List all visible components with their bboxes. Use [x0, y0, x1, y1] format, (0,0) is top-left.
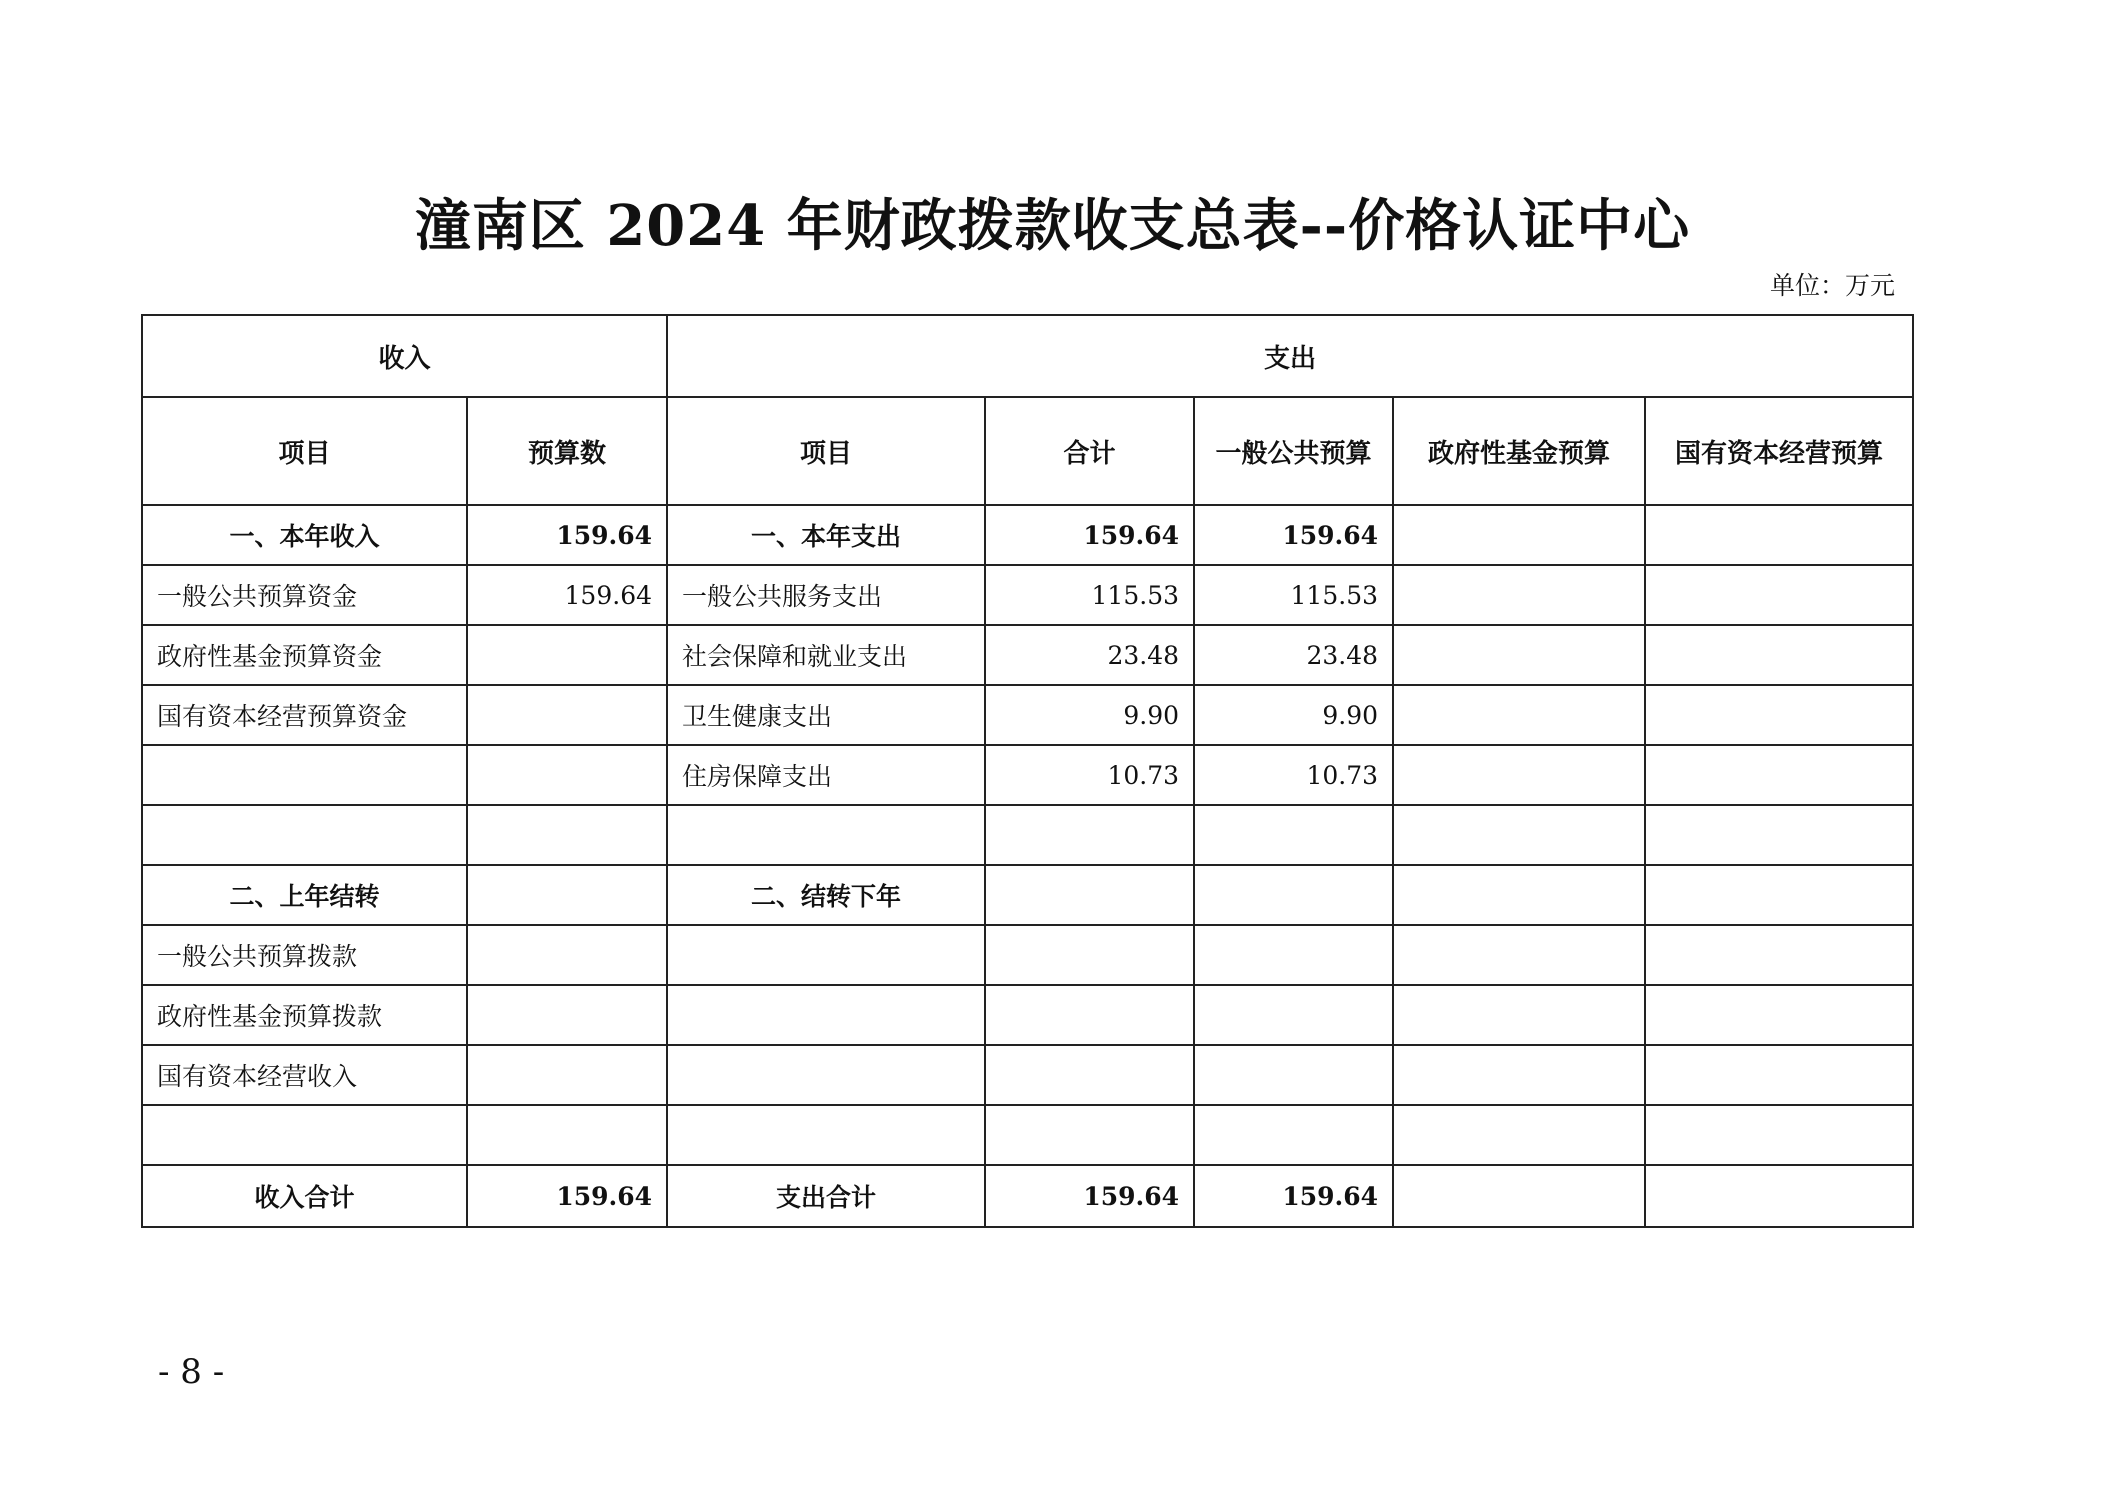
expense-item: 一、本年支出 — [667, 505, 985, 565]
general-value — [1194, 865, 1393, 925]
budget-table — [141, 314, 1914, 1228]
state-value — [1645, 685, 1913, 745]
page-number: - 8 - — [158, 1352, 225, 1392]
total-value — [985, 925, 1194, 985]
fund-budget-header: 政府性基金预算 — [1393, 397, 1645, 505]
expense-item: 社会保障和就业支出 — [667, 625, 985, 685]
fund-value — [1393, 1105, 1645, 1165]
column-header-row — [142, 397, 1913, 505]
state-value — [1645, 925, 1913, 985]
expense-item — [667, 985, 985, 1045]
income-total-value: 159.64 — [467, 1165, 667, 1227]
income-value — [467, 865, 667, 925]
state-value — [1645, 985, 1913, 1045]
general-value — [1194, 925, 1393, 985]
table-row — [142, 565, 1913, 625]
table-row — [142, 925, 1913, 985]
fund-value — [1393, 865, 1645, 925]
total-value: 115.53 — [985, 565, 1194, 625]
totals-row — [142, 1165, 1913, 1227]
group-header-row — [142, 315, 1913, 397]
fund-value — [1393, 1045, 1645, 1105]
income-item: 政府性基金预算拨款 — [142, 985, 467, 1045]
total-value — [985, 1105, 1194, 1165]
fund-value — [1393, 805, 1645, 865]
state-capital-budget-header: 国有资本经营预算 — [1645, 397, 1913, 505]
expense-item — [667, 925, 985, 985]
table-row — [142, 1045, 1913, 1105]
income-value — [467, 745, 667, 805]
table-row — [142, 985, 1913, 1045]
fund-value — [1393, 505, 1645, 565]
fund-value — [1393, 625, 1645, 685]
income-value — [467, 1105, 667, 1165]
total-value — [985, 865, 1194, 925]
income-item: 二、上年结转 — [142, 865, 467, 925]
total-value: 9.90 — [985, 685, 1194, 745]
total-value: 159.64 — [985, 505, 1194, 565]
general-value: 23.48 — [1194, 625, 1393, 685]
income-group-header: 收入 — [142, 315, 667, 397]
income-item: 一、本年收入 — [142, 505, 467, 565]
total-value — [985, 805, 1194, 865]
state-value — [1645, 1105, 1913, 1165]
general-value: 10.73 — [1194, 745, 1393, 805]
income-value: 159.64 — [467, 505, 667, 565]
document-title: 潼南区 2024 年财政拨款收支总表--价格认证中心 — [414, 193, 1691, 259]
general-total-value: 159.64 — [1194, 1165, 1393, 1227]
general-value: 9.90 — [1194, 685, 1393, 745]
expense-group-header: 支出 — [667, 315, 1913, 397]
state-value — [1645, 865, 1913, 925]
fund-value — [1393, 565, 1645, 625]
fund-value — [1393, 745, 1645, 805]
general-value — [1194, 1105, 1393, 1165]
income-item: 国有资本经营预算资金 — [142, 685, 467, 745]
general-value: 115.53 — [1194, 565, 1393, 625]
general-value: 159.64 — [1194, 505, 1393, 565]
income-item: 政府性基金预算资金 — [142, 625, 467, 685]
income-item — [142, 1105, 467, 1165]
expense-item — [667, 1045, 985, 1105]
income-value — [467, 1045, 667, 1105]
general-value — [1194, 1045, 1393, 1105]
table-row — [142, 625, 1913, 685]
table-row — [142, 745, 1913, 805]
fund-value — [1393, 685, 1645, 745]
income-value — [467, 985, 667, 1045]
total-value: 23.48 — [985, 625, 1194, 685]
income-item: 国有资本经营收入 — [142, 1045, 467, 1105]
general-budget-header: 一般公共预算 — [1194, 397, 1393, 505]
table-row — [142, 685, 1913, 745]
expense-item — [667, 805, 985, 865]
expense-item: 一般公共服务支出 — [667, 565, 985, 625]
table-row — [142, 505, 1913, 565]
income-value — [467, 625, 667, 685]
total-value: 10.73 — [985, 745, 1194, 805]
state-value — [1645, 805, 1913, 865]
income-item: 一般公共预算拨款 — [142, 925, 467, 985]
total-value — [985, 985, 1194, 1045]
unit-label: 单位：万元 — [1769, 271, 1895, 300]
total-header: 合计 — [985, 397, 1194, 505]
table-row — [142, 805, 1913, 865]
income-item — [142, 745, 467, 805]
income-budget-header: 预算数 — [467, 397, 667, 505]
state-value — [1645, 505, 1913, 565]
general-value — [1194, 805, 1393, 865]
expense-item: 二、结转下年 — [667, 865, 985, 925]
fund-value — [1393, 925, 1645, 985]
income-value: 159.64 — [467, 565, 667, 625]
general-value — [1194, 985, 1393, 1045]
expense-item-header: 项目 — [667, 397, 985, 505]
state-value — [1645, 1045, 1913, 1105]
expense-total-label: 支出合计 — [667, 1165, 985, 1227]
expense-item: 住房保障支出 — [667, 745, 985, 805]
table-row — [142, 865, 1913, 925]
income-value — [467, 685, 667, 745]
state-value — [1645, 565, 1913, 625]
income-value — [467, 925, 667, 985]
income-item-header: 项目 — [142, 397, 467, 505]
expense-total-value: 159.64 — [985, 1165, 1194, 1227]
fund-value — [1393, 985, 1645, 1045]
total-value — [985, 1045, 1194, 1105]
state-total-value — [1645, 1165, 1913, 1227]
state-value — [1645, 745, 1913, 805]
income-total-label: 收入合计 — [142, 1165, 467, 1227]
fund-total-value — [1393, 1165, 1645, 1227]
income-value — [467, 805, 667, 865]
state-value — [1645, 625, 1913, 685]
table-row — [142, 1105, 1913, 1165]
income-item — [142, 805, 467, 865]
income-item: 一般公共预算资金 — [142, 565, 467, 625]
expense-item: 卫生健康支出 — [667, 685, 985, 745]
expense-item — [667, 1105, 985, 1165]
